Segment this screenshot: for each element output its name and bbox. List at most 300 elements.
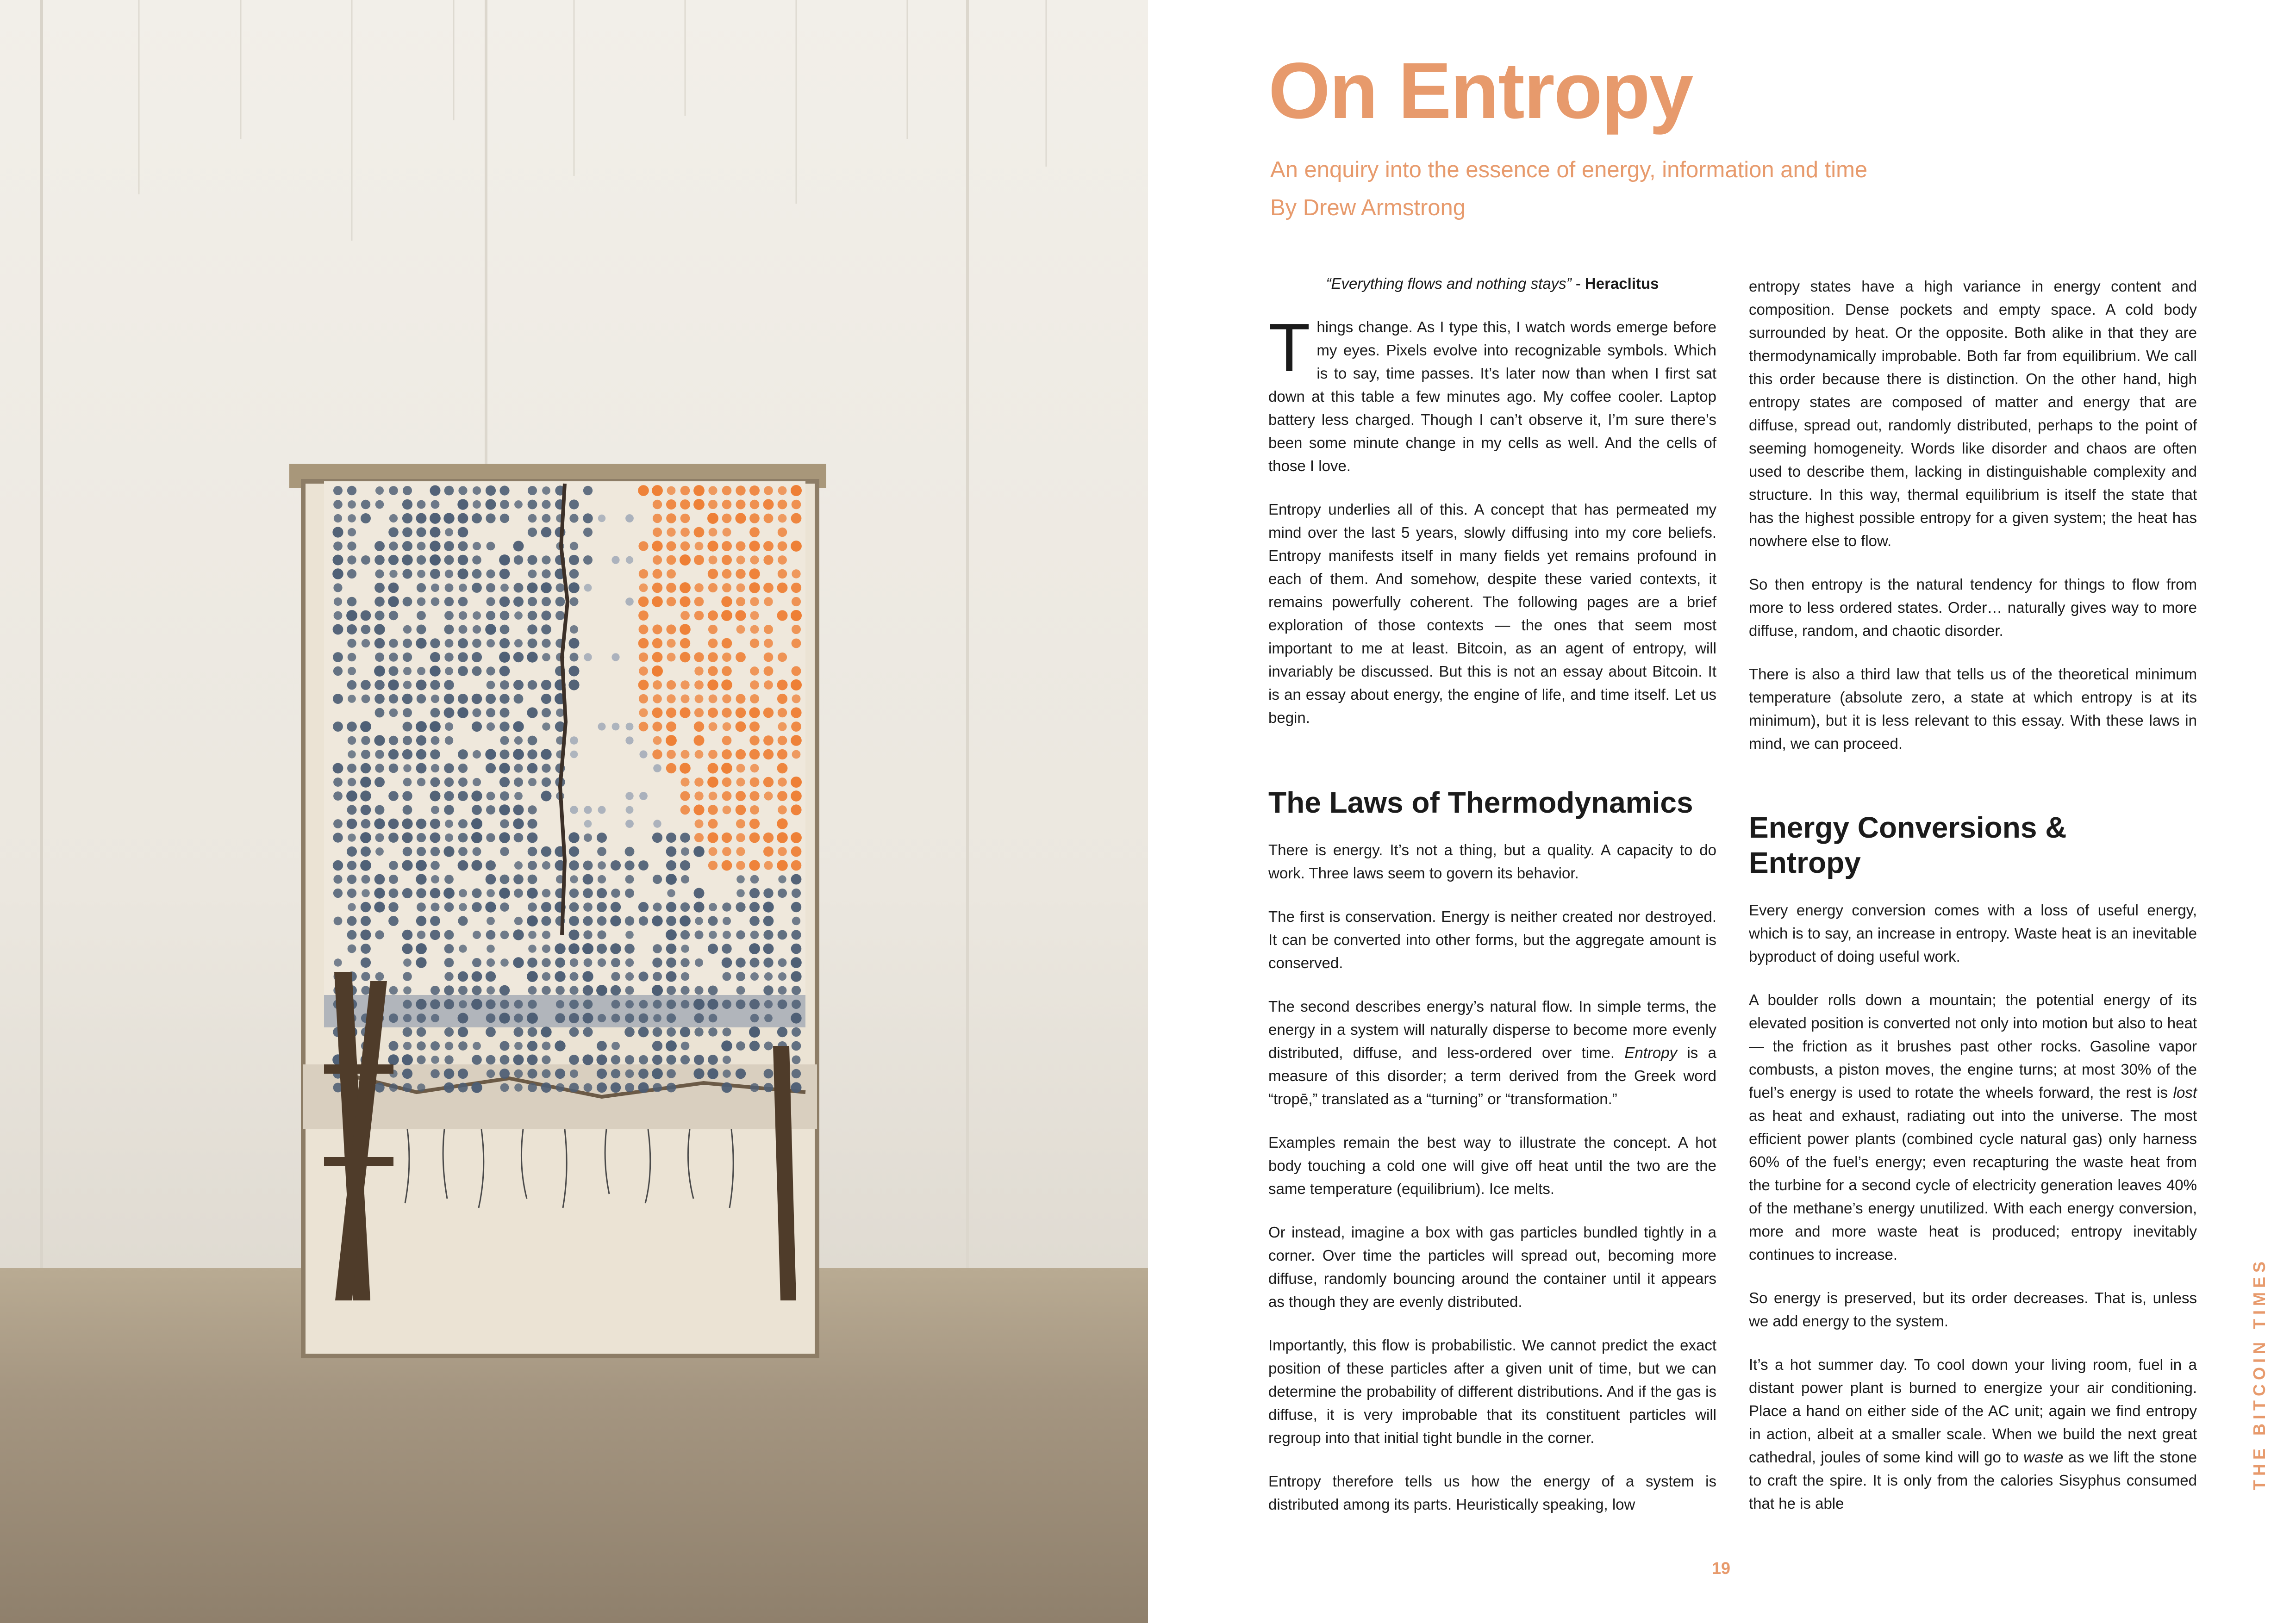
painting-dot bbox=[625, 889, 634, 898]
painting-dot bbox=[487, 639, 495, 647]
painting-dot bbox=[389, 889, 399, 898]
painting-dot bbox=[611, 860, 621, 871]
painting-dot bbox=[750, 680, 759, 690]
painting-dot bbox=[416, 721, 427, 732]
painting-dot bbox=[375, 653, 384, 662]
painting-dot bbox=[430, 665, 441, 677]
painting-dot bbox=[389, 861, 398, 870]
painting-dot bbox=[374, 735, 385, 746]
painting-dot bbox=[680, 915, 691, 927]
painting-dot bbox=[778, 541, 787, 551]
painting-dot bbox=[542, 986, 551, 995]
painting-dot bbox=[528, 514, 537, 523]
painting-dot bbox=[680, 833, 690, 843]
painting-dot bbox=[582, 943, 593, 954]
painting-dot bbox=[694, 597, 704, 607]
painting-dot bbox=[791, 971, 801, 982]
painting-dot bbox=[666, 860, 676, 871]
painting-dot bbox=[417, 570, 425, 578]
painting-dot bbox=[362, 639, 370, 647]
painting-dot bbox=[653, 555, 662, 565]
painting-dot bbox=[680, 860, 690, 871]
painting-dot bbox=[666, 958, 676, 968]
drop-cap: T bbox=[1268, 310, 1310, 386]
painting-dot bbox=[584, 653, 592, 661]
painting-dot bbox=[444, 611, 454, 620]
painting-dot bbox=[444, 1055, 453, 1064]
painting-dot bbox=[570, 958, 578, 967]
painting-dot bbox=[750, 500, 760, 510]
painting-dot bbox=[749, 916, 760, 926]
painting-dot bbox=[486, 999, 495, 1009]
thermo-paragraph-7: Entropy therefore tells us how the energy of a system is distributed among its parts. Heuristically speaking, low bbox=[1268, 1473, 1716, 1513]
painting-dot bbox=[417, 542, 426, 551]
painting-dot bbox=[723, 1056, 731, 1064]
painting-dot bbox=[569, 1083, 579, 1093]
painting-dot bbox=[541, 791, 552, 802]
painting-dot bbox=[542, 958, 551, 967]
painting-dot bbox=[639, 722, 649, 732]
painting-dot bbox=[653, 680, 662, 690]
painting-dot bbox=[514, 694, 524, 704]
painting-dot bbox=[625, 736, 633, 744]
painting-dot bbox=[570, 751, 578, 759]
painting-dot bbox=[361, 513, 371, 523]
painting-dot bbox=[708, 916, 718, 926]
painting-dot bbox=[389, 611, 398, 620]
painting-dot bbox=[445, 639, 454, 648]
painting-dot bbox=[749, 582, 760, 593]
painting-dot bbox=[624, 860, 634, 870]
painting-dot bbox=[680, 582, 691, 593]
painting-dot bbox=[514, 1083, 523, 1092]
painting-dot bbox=[778, 805, 787, 815]
painting-dot bbox=[598, 875, 606, 883]
painting-dot bbox=[611, 556, 619, 564]
painting-dot bbox=[500, 958, 509, 967]
painting-dot bbox=[597, 916, 607, 926]
painting-dot bbox=[542, 722, 550, 731]
painting-dot bbox=[431, 597, 440, 606]
painting-dot bbox=[736, 721, 746, 732]
painting-dot bbox=[499, 1069, 510, 1079]
painting-dot bbox=[473, 611, 481, 620]
painting-dot bbox=[680, 777, 689, 786]
painting-dot bbox=[652, 1055, 662, 1065]
painting-dot bbox=[708, 666, 718, 676]
painting-dot bbox=[778, 1000, 787, 1009]
painting-dot bbox=[680, 805, 690, 815]
painting-dot bbox=[458, 971, 468, 982]
thermo-p3-after: is a measure of this disorder; a term derived from the Greek word “tropē,” translated as a “turning” or “transformation.” bbox=[1268, 1044, 1716, 1107]
painting-dot bbox=[791, 930, 801, 939]
painting-dot bbox=[680, 611, 690, 620]
painting-dot bbox=[666, 833, 676, 843]
painting-dot bbox=[639, 666, 648, 676]
painting-dot bbox=[514, 777, 523, 787]
thermo-paragraph-3 bbox=[1268, 995, 1716, 1111]
painting-dot bbox=[708, 708, 718, 718]
painting-dot bbox=[473, 542, 481, 550]
painting-dot bbox=[778, 514, 787, 523]
painting-dot bbox=[430, 680, 440, 690]
painting-dot bbox=[709, 556, 718, 565]
painting-dot bbox=[708, 763, 718, 774]
painting-dot bbox=[333, 860, 343, 871]
painting-dot bbox=[416, 527, 426, 537]
conversions-p2-italic: lost bbox=[2173, 1084, 2197, 1101]
painting-dot bbox=[791, 832, 802, 843]
painting-dot bbox=[638, 1082, 649, 1093]
painting-dot bbox=[443, 888, 455, 899]
painting-dot bbox=[513, 929, 524, 940]
painting-dot bbox=[528, 931, 537, 939]
painting-dot bbox=[388, 791, 399, 801]
painting-dot bbox=[375, 972, 384, 981]
painting-dot bbox=[791, 541, 802, 552]
painting-dot bbox=[667, 555, 676, 565]
painting-dot bbox=[361, 625, 371, 634]
painting-dot bbox=[611, 1069, 620, 1078]
painting-dot bbox=[666, 902, 676, 912]
painting-dot bbox=[666, 513, 676, 523]
painting-dot bbox=[653, 1027, 662, 1037]
painting-dot bbox=[541, 610, 551, 620]
painting-dot bbox=[347, 861, 356, 870]
painting-dot bbox=[527, 833, 538, 843]
section-heading-thermodynamics: The Laws of Thermodynamics bbox=[1268, 786, 1693, 819]
painting-dot bbox=[639, 653, 648, 662]
painting-dot bbox=[777, 583, 788, 593]
painting-dot bbox=[500, 931, 509, 939]
painting-dot bbox=[583, 528, 593, 537]
painting-dot bbox=[666, 624, 676, 634]
painting-dot bbox=[778, 986, 787, 995]
painting-dot bbox=[736, 861, 745, 870]
painting-dot bbox=[598, 515, 605, 522]
painting-dot bbox=[695, 917, 703, 925]
painting-dot bbox=[736, 764, 745, 773]
painting-dot bbox=[680, 499, 690, 510]
painting-dot bbox=[361, 986, 370, 995]
painting-dot bbox=[431, 1056, 439, 1064]
painting-dot bbox=[403, 972, 412, 981]
painting-dot bbox=[764, 1042, 773, 1051]
painting-dot bbox=[417, 778, 425, 786]
painting-dot bbox=[514, 833, 524, 843]
painting-dot bbox=[611, 889, 620, 898]
painting-dot bbox=[500, 514, 509, 523]
painting-dot bbox=[541, 846, 552, 857]
painting-dot bbox=[652, 985, 663, 996]
painting-dot bbox=[528, 500, 537, 510]
painting-dot bbox=[750, 875, 759, 884]
painting-dot bbox=[444, 680, 454, 690]
painting-dot bbox=[402, 888, 412, 898]
painting-dot bbox=[402, 818, 412, 829]
painting-dot bbox=[347, 541, 356, 550]
painting-dot bbox=[693, 485, 705, 496]
painting-dot bbox=[666, 708, 676, 718]
painting-dot bbox=[555, 971, 565, 982]
painting-dot bbox=[430, 1041, 440, 1051]
painting-dot bbox=[584, 1083, 593, 1092]
painting-dot bbox=[500, 584, 509, 592]
painting-dot bbox=[361, 958, 371, 968]
painting-dot bbox=[471, 860, 482, 871]
painting-dot bbox=[750, 666, 759, 676]
painting-dot bbox=[542, 861, 550, 870]
painting-dot bbox=[431, 500, 440, 509]
painting-dot bbox=[389, 666, 399, 676]
painting-dot bbox=[444, 625, 454, 634]
painting-dot bbox=[639, 694, 648, 703]
painting-dot bbox=[541, 527, 552, 538]
painting-dot bbox=[487, 681, 495, 690]
painting-dot bbox=[667, 569, 676, 578]
painting-dot bbox=[402, 860, 412, 871]
painting-dot bbox=[777, 818, 787, 829]
painting-dot bbox=[569, 1055, 579, 1065]
painting-dot bbox=[736, 833, 745, 842]
painting-dot bbox=[444, 694, 454, 704]
painting-dot bbox=[694, 583, 704, 592]
painting-dot bbox=[723, 1070, 731, 1078]
painting-dot bbox=[721, 596, 732, 607]
painting-dot bbox=[388, 1054, 399, 1065]
painting-dot bbox=[458, 652, 468, 662]
painting-dot bbox=[403, 1083, 412, 1092]
painting-dot bbox=[569, 1000, 579, 1009]
painting-dot bbox=[653, 514, 662, 523]
painting-dot bbox=[611, 1000, 620, 1009]
painting-dot bbox=[444, 777, 454, 787]
painting-dot bbox=[681, 695, 690, 703]
painting-dot bbox=[569, 1027, 579, 1037]
painting-dot bbox=[375, 805, 385, 815]
painting-dot bbox=[749, 902, 760, 912]
painting-dot bbox=[750, 764, 759, 773]
painting-dot bbox=[486, 833, 495, 842]
intro-paragraph-1-text: hings change. As I type this, I watch words emerge before my eyes. Pixels evolve into recognizable symbols. Which is to say, time passes. It’s later now than when I first sat down at this table a few minutes ago. My coffee cooler. Laptop battery less charged. Though I can’t observe it, I’m sure there’s been some minute change in my cells as well. And the cells of those I love. bbox=[1268, 318, 1716, 474]
painting-dot bbox=[486, 930, 496, 940]
painting-dot bbox=[430, 791, 441, 802]
painting-dot bbox=[763, 958, 773, 967]
painting-dot bbox=[584, 820, 592, 828]
painting-dot bbox=[570, 653, 579, 662]
painting-dot bbox=[513, 680, 524, 690]
painting-dot bbox=[638, 1027, 649, 1038]
painting-dot bbox=[778, 569, 787, 578]
painting-dot bbox=[708, 486, 717, 495]
painting-dot bbox=[430, 541, 440, 551]
painting-dot bbox=[652, 541, 662, 551]
painting-dot bbox=[348, 750, 356, 758]
painting-dot bbox=[458, 1013, 468, 1024]
painting-dot bbox=[541, 749, 551, 759]
painting-dot bbox=[542, 1042, 551, 1051]
painting-dot bbox=[499, 652, 510, 663]
painting-dot bbox=[374, 624, 385, 634]
painting-dot bbox=[402, 832, 412, 843]
painting-dot bbox=[389, 570, 397, 578]
painting-dot bbox=[513, 874, 524, 884]
painting-dot bbox=[667, 597, 676, 607]
painting-dot bbox=[736, 597, 745, 606]
painting-dot bbox=[500, 680, 509, 690]
painting-dot bbox=[763, 777, 774, 787]
painting-dot bbox=[598, 723, 606, 731]
painting-dot bbox=[527, 1069, 537, 1078]
painting-dot bbox=[723, 931, 731, 939]
painting-dot bbox=[486, 971, 496, 982]
painting-dot bbox=[708, 750, 718, 759]
painting-dot bbox=[445, 528, 453, 536]
painting-dot bbox=[736, 652, 746, 662]
painting-dot bbox=[778, 555, 787, 565]
painting-dot bbox=[693, 1068, 704, 1079]
painting-dot bbox=[347, 930, 357, 940]
painting-dot bbox=[471, 818, 482, 829]
painting-dot bbox=[457, 707, 468, 718]
painting-dot bbox=[402, 513, 412, 523]
painting-dot bbox=[542, 777, 551, 787]
painting-dot bbox=[583, 985, 593, 996]
painting-dot bbox=[513, 957, 524, 968]
painting-dot bbox=[374, 638, 385, 649]
painting-dot bbox=[638, 971, 648, 981]
painting-dot bbox=[361, 763, 371, 773]
painting-dot bbox=[792, 1000, 801, 1009]
painting-dot bbox=[458, 1083, 468, 1093]
painting-dot bbox=[528, 778, 537, 786]
thermo-p3-before: The second describes energy’s natural flow. In simple terms, the energy in a system will naturally disperse to become more evenly distributed, diffuse, and less-ordered over time. bbox=[1268, 998, 1716, 1061]
painting-dot bbox=[527, 819, 537, 828]
painting-dot bbox=[375, 847, 384, 856]
painting-dot bbox=[791, 610, 802, 621]
painting-dot bbox=[361, 610, 371, 621]
painting-dot bbox=[375, 708, 385, 718]
painting-dot bbox=[708, 639, 718, 648]
painting-dot bbox=[458, 694, 468, 704]
painting-dot bbox=[764, 666, 774, 676]
painting-dot bbox=[639, 1055, 648, 1064]
painting-dot bbox=[667, 1027, 676, 1037]
painting-dot bbox=[694, 791, 703, 800]
painting-dot bbox=[431, 806, 439, 814]
painting-dot bbox=[749, 568, 760, 579]
painting-dot bbox=[597, 1069, 607, 1079]
painting-dot bbox=[749, 513, 760, 523]
painting-dot bbox=[722, 791, 732, 801]
painting-dot bbox=[403, 958, 412, 967]
painting-dot bbox=[416, 680, 427, 690]
painting-dot bbox=[541, 680, 551, 690]
painting-dot bbox=[583, 930, 592, 939]
painting-dot bbox=[736, 847, 745, 856]
painting-dot bbox=[417, 597, 426, 606]
painting-dot bbox=[333, 791, 343, 801]
painting-dot bbox=[514, 1027, 524, 1037]
painting-dot bbox=[693, 902, 704, 912]
painting-dot bbox=[514, 555, 523, 565]
painting-dot bbox=[417, 667, 425, 675]
painting-dot bbox=[402, 694, 413, 704]
epigraph-quote: “Everything flows and nothing stays” bbox=[1326, 275, 1572, 292]
painting-dot bbox=[430, 708, 440, 718]
painting-dot bbox=[527, 971, 538, 982]
painting-dot bbox=[527, 958, 537, 968]
painting-dot bbox=[445, 722, 453, 731]
magazine-name: THE BITCOIN TIMES bbox=[2250, 1257, 2269, 1490]
painting-dot bbox=[750, 555, 759, 564]
painting-dot bbox=[708, 569, 718, 579]
painting-dot bbox=[541, 1082, 551, 1093]
painting-dot bbox=[416, 888, 426, 898]
painting-dot bbox=[541, 694, 551, 704]
painting-dot bbox=[764, 653, 774, 662]
painting-dot bbox=[626, 556, 633, 564]
painting-dot bbox=[542, 764, 550, 772]
painting-dot bbox=[570, 625, 578, 634]
painting-dot bbox=[666, 916, 676, 926]
painting-dot bbox=[375, 486, 384, 495]
painting-dot bbox=[458, 749, 468, 759]
painting-dot bbox=[417, 1027, 426, 1037]
painting-dot bbox=[513, 597, 524, 607]
painting-dot bbox=[568, 832, 579, 843]
painting-dot bbox=[624, 944, 635, 954]
painting-dot bbox=[513, 541, 524, 552]
painting-dot bbox=[416, 819, 426, 829]
painting-dot bbox=[625, 820, 634, 828]
painting-dot bbox=[666, 541, 676, 551]
painting-dot bbox=[667, 889, 675, 897]
painting-dot bbox=[388, 583, 399, 593]
painting-dot bbox=[625, 514, 634, 522]
painting-dot bbox=[347, 764, 356, 773]
painting-dot bbox=[403, 736, 412, 745]
painting-dot bbox=[471, 832, 482, 843]
painting-dot bbox=[472, 583, 482, 593]
painting-dot bbox=[527, 1041, 537, 1051]
painting-dot bbox=[708, 625, 718, 634]
painting-dot bbox=[374, 902, 385, 912]
painting-dot bbox=[639, 569, 648, 578]
painting-dot bbox=[792, 625, 801, 634]
painting-dot bbox=[625, 986, 634, 995]
painting-dot bbox=[457, 499, 468, 510]
painting-dot bbox=[653, 736, 662, 745]
article-page bbox=[1148, 0, 2296, 1623]
painting-dot bbox=[556, 1083, 565, 1092]
painting-dot bbox=[514, 792, 523, 800]
painting-dot bbox=[486, 499, 496, 510]
painting-dot bbox=[584, 958, 593, 967]
painting-dot bbox=[486, 583, 495, 592]
painting-dot bbox=[708, 861, 718, 870]
painting-dot bbox=[417, 931, 425, 939]
painting-dot bbox=[513, 818, 524, 829]
painting-dot bbox=[472, 666, 482, 676]
painting-dot bbox=[763, 916, 774, 927]
painting-dot bbox=[333, 555, 343, 566]
painting-dot bbox=[402, 569, 412, 578]
painting-dot bbox=[402, 1069, 412, 1079]
painting-dot bbox=[777, 1027, 787, 1037]
painting-dot bbox=[431, 764, 439, 772]
painting-dot bbox=[611, 958, 620, 967]
